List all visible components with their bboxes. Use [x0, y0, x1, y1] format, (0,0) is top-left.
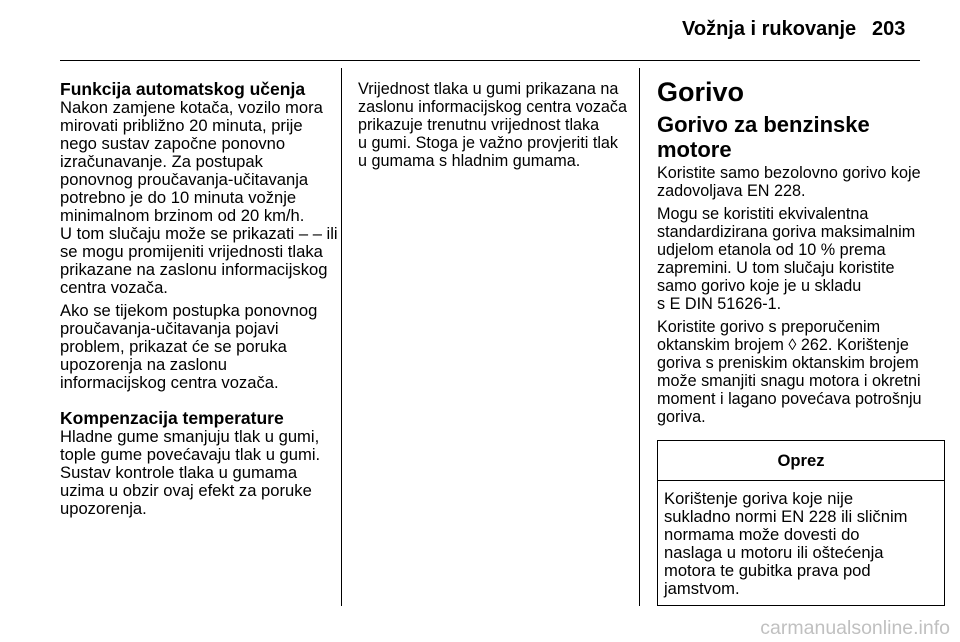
caution-text: Korištenje goriva koje nije sukladno normi EN 228 ili sličnim normama može dovesti do naslaga u motoru ili oštećenja motora te gubitka prava pod jamstvom.: [664, 489, 908, 598]
caution-box: [657, 440, 945, 606]
paragraph: Ako se tijekom postupka ponovnog proučavanja-učitavanja pojavi problem, prikazat će se poruka upozorenja na zaslonu informacijskog centra vozača.: [60, 301, 318, 392]
paragraph: Vrijednost tlaka u gumi prikazana na zaslonu informacijskog centra vozača prikazuje trenutnu vrijednost tlaka u gumi. Stoga je važno provjeriti tlak u gumama s hladnim gumama.: [358, 80, 628, 170]
page-number: 203: [872, 18, 906, 40]
paragraph: Hladne gume smanjuju tlak u gumi, tople gume povećavaju tlak u gumi. Sustav kontrole tlaka u gumama uzima u obzir ovaj efekt za poruke upozorenja.: [60, 427, 321, 518]
header-title: Vožnja i rukovanje: [682, 18, 857, 40]
paragraph: Mogu se koristiti ekvivalentna standardizirana goriva maksimalnim udjelom etanola od 10 % prema zapremini. U tom slučaju koristite samo gorivo koje je u skladu s E DIN 51626-1.: [657, 205, 916, 313]
footer-watermark: carmanualsonline.info: [760, 617, 950, 639]
header-rule: [60, 60, 920, 61]
column-divider-right: [639, 68, 640, 606]
right-column: [657, 78, 952, 606]
section-heading-temperature-compensation: Kompenzacija temperature: [60, 408, 284, 428]
paragraph: Koristite samo bezolovno gorivo koje zadovoljava EN 228.: [657, 164, 921, 200]
left-column: [60, 79, 338, 523]
caution-title: Oprez: [658, 441, 944, 481]
middle-column: [358, 80, 636, 175]
chapter-title: Gorivo: [657, 77, 745, 107]
paragraph: Koristite gorivo s preporučenim oktanskim brojem ◊ 262. Korištenje goriva s preniskim oktanskim brojem može smanjiti snagu motora i okretni moment i lagano povećava potrošnju goriva.: [657, 318, 922, 426]
section-heading-automatic-learning: Funkcija automatskog učenja: [60, 79, 306, 99]
section-title: Gorivo za benzinske motore: [657, 112, 870, 162]
column-divider-left: [341, 68, 342, 606]
paragraph: Nakon zamjene kotača, vozilo mora mirovati približno 20 minuta, prije nego sustav započne ponovno izračunavanje. Za postupak ponovnog proučavanja-učitavanja potrebno je do 10 minuta vožnje minimalnom brzinom od 20 km/h. U tom slučaju može se prikazati – – ili se mogu promijeniti vrijednosti tlaka prikazane na zaslonu informacijskog centra vozača.: [60, 98, 338, 297]
